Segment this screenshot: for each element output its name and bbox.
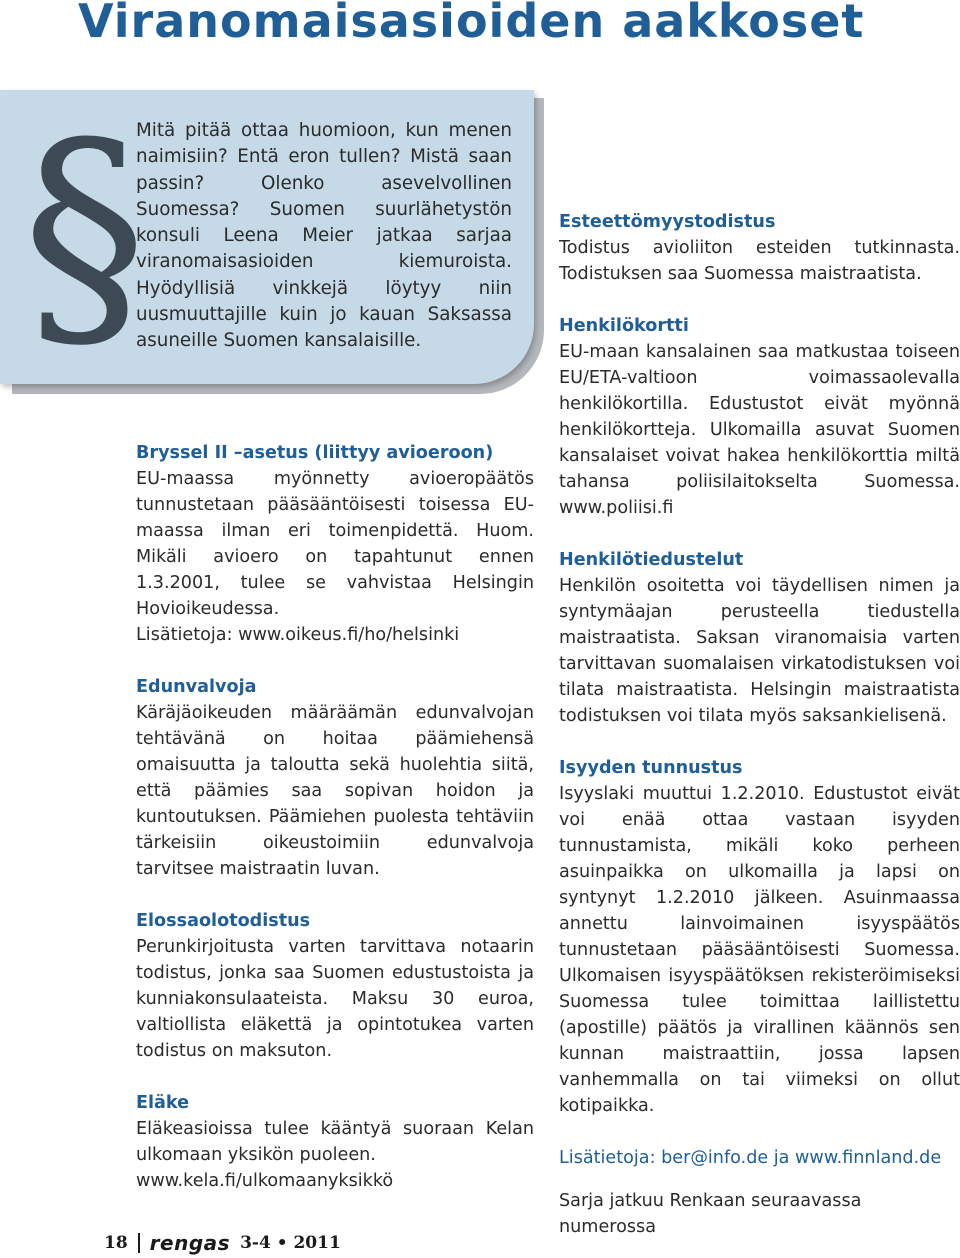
page-title: Viranomaisasioiden aakkoset bbox=[78, 0, 865, 48]
section-esteettomyystodistus bbox=[559, 209, 960, 287]
section-elake bbox=[136, 1090, 534, 1194]
series-note: Sarja jatkuu Renkaan seuraavassa numerossa bbox=[559, 1191, 862, 1237]
section-henkilokortti bbox=[559, 313, 960, 521]
section-heading: Henkilökortti bbox=[559, 316, 689, 336]
info-link[interactable]: www.kela.fi/ulkomaanyksikkö bbox=[136, 1171, 394, 1191]
section-bryssel bbox=[136, 440, 534, 648]
right-column bbox=[559, 209, 960, 1240]
intro-text: Mitä pitää ottaa huomioon, kun menen naimisiin? Entä eron tullen? Mistä saan passin? Olenko asevelvollinen Suomessa? Suomen suurlähetystön konsuli Leena Meier jatkaa sarjaa viranomaisasioiden kiemuroista. Hyödyllisiä vinkkejä löytyy niin uusmuuttajille kuin jo kauan Saksassa asuneille Suomen kansalaisille. bbox=[136, 120, 512, 352]
issue-label: 3-4 • 2011 bbox=[240, 1233, 341, 1253]
footer-divider bbox=[138, 1233, 140, 1253]
section-henkilotiedustelut bbox=[559, 547, 960, 729]
section-text: Henkilön osoitetta voi täydellisen nimen ja syntymäajan perusteella tiedustella maistraatista. Saksan viranomaisia varten tarvittavan suomalaisen virkatodistuksen voi tilata maistraatista. Helsingin maistraatista todistuksen voi tilata myös saksankielisenä. bbox=[559, 576, 960, 726]
left-column bbox=[136, 440, 534, 1220]
magazine-logo: rengas bbox=[149, 1231, 231, 1255]
section-heading: Eläke bbox=[136, 1093, 190, 1113]
section-heading: Bryssel II –asetus (liittyy avioeroon) bbox=[136, 443, 494, 463]
section-text: Eläkeasioissa tulee kääntyä suoraan Kelan ulkomaan yksikön puoleen. bbox=[136, 1119, 534, 1165]
section-text: Käräjäoikeuden määräämän edunvalvojan tehtävänä on hoitaa päämiehensä omaisuutta ja taloutta sekä huolehtia siitä, että päämies saa sopivan hoidon ja kuntoutuksen. Päämiehen puolesta tehtäviin tärkeisiin oikeustoimiin edunvalvoja tarvitsee maistraatin luvan. bbox=[136, 703, 534, 879]
page-footer bbox=[104, 1230, 341, 1256]
section-heading: Esteettömyystodistus bbox=[559, 212, 776, 232]
section-text: EU-maassa myönnetty avioeropäätös tunnustetaan pääsääntöisesti toisessa EU-maassa ilman eri toimenpidettä. Huom. Mikäli avioero on tapahtunut ennen 1.3.2001, tulee se vahvistaa Helsingin Hovioikeudessa. bbox=[136, 469, 534, 619]
section-text: Perunkirjoitusta varten tarvittava notaarin todistus, jonka saa Suomen edustustoista ja kunniakonsulaateista. Maksu 30 euroa, valtiollista eläkettä ja opintotukea varten todistus on maksuton. bbox=[136, 937, 534, 1061]
section-text: Todistus avioliiton esteiden tutkinnasta. Todistuksen saa Suomessa maistraatista. bbox=[559, 238, 960, 284]
section-elossaolotodistus bbox=[136, 908, 534, 1064]
section-sign-icon: § bbox=[22, 89, 147, 380]
section-heading: Edunvalvoja bbox=[136, 677, 257, 697]
contact-info-link[interactable]: Lisätietoja: ber@info.de ja www.finnland.de bbox=[559, 1148, 942, 1168]
section-heading: Isyyden tunnustus bbox=[559, 758, 743, 778]
section-heading: Henkilötiedustelut bbox=[559, 550, 744, 570]
section-text: EU-maan kansalainen saa matkustaa toiseen EU/ETA-valtioon voimassaolevalla henkilökortilla. Edustustot eivät myönnä henkilökortteja. Ulkomailla asuvat Suomen kansalaiset voivat hakea henkilökorttia miltä tahansa poliisilaitokselta Suomessa. www.poliisi.fi bbox=[559, 342, 960, 518]
section-heading: Elossaolotodistus bbox=[136, 911, 311, 931]
info-link[interactable]: Lisätietoja: www.oikeus.fi/ho/helsinki bbox=[136, 625, 460, 645]
section-edunvalvoja bbox=[136, 674, 534, 882]
section-text: Isyyslaki muuttui 1.2.2010. Edustustot eivät voi enää ottaa vastaan isyyden tunnustamista, mikäli koko perheen asuinpaikka on ulkomailla ja lapsi on syntynyt 1.2.2010 jälkeen. Asuinmaassa annettu lainvoimainen isyyspäätös tunnustetaan pääsääntöisesti Suomessa. Ulkomaisen isyyspäätöksen rekisteröimiseksi Suomessa tulee toimittaa laillistettu (apostille) päätös ja virallinen käännös sen kunnan maistraattiin, jossa lapsen vanhemmalla on tai viimeksi on ollut kotipaikka. bbox=[559, 784, 960, 1116]
page-number: 18 bbox=[104, 1233, 128, 1253]
section-isyyden-tunnustus bbox=[559, 755, 960, 1119]
